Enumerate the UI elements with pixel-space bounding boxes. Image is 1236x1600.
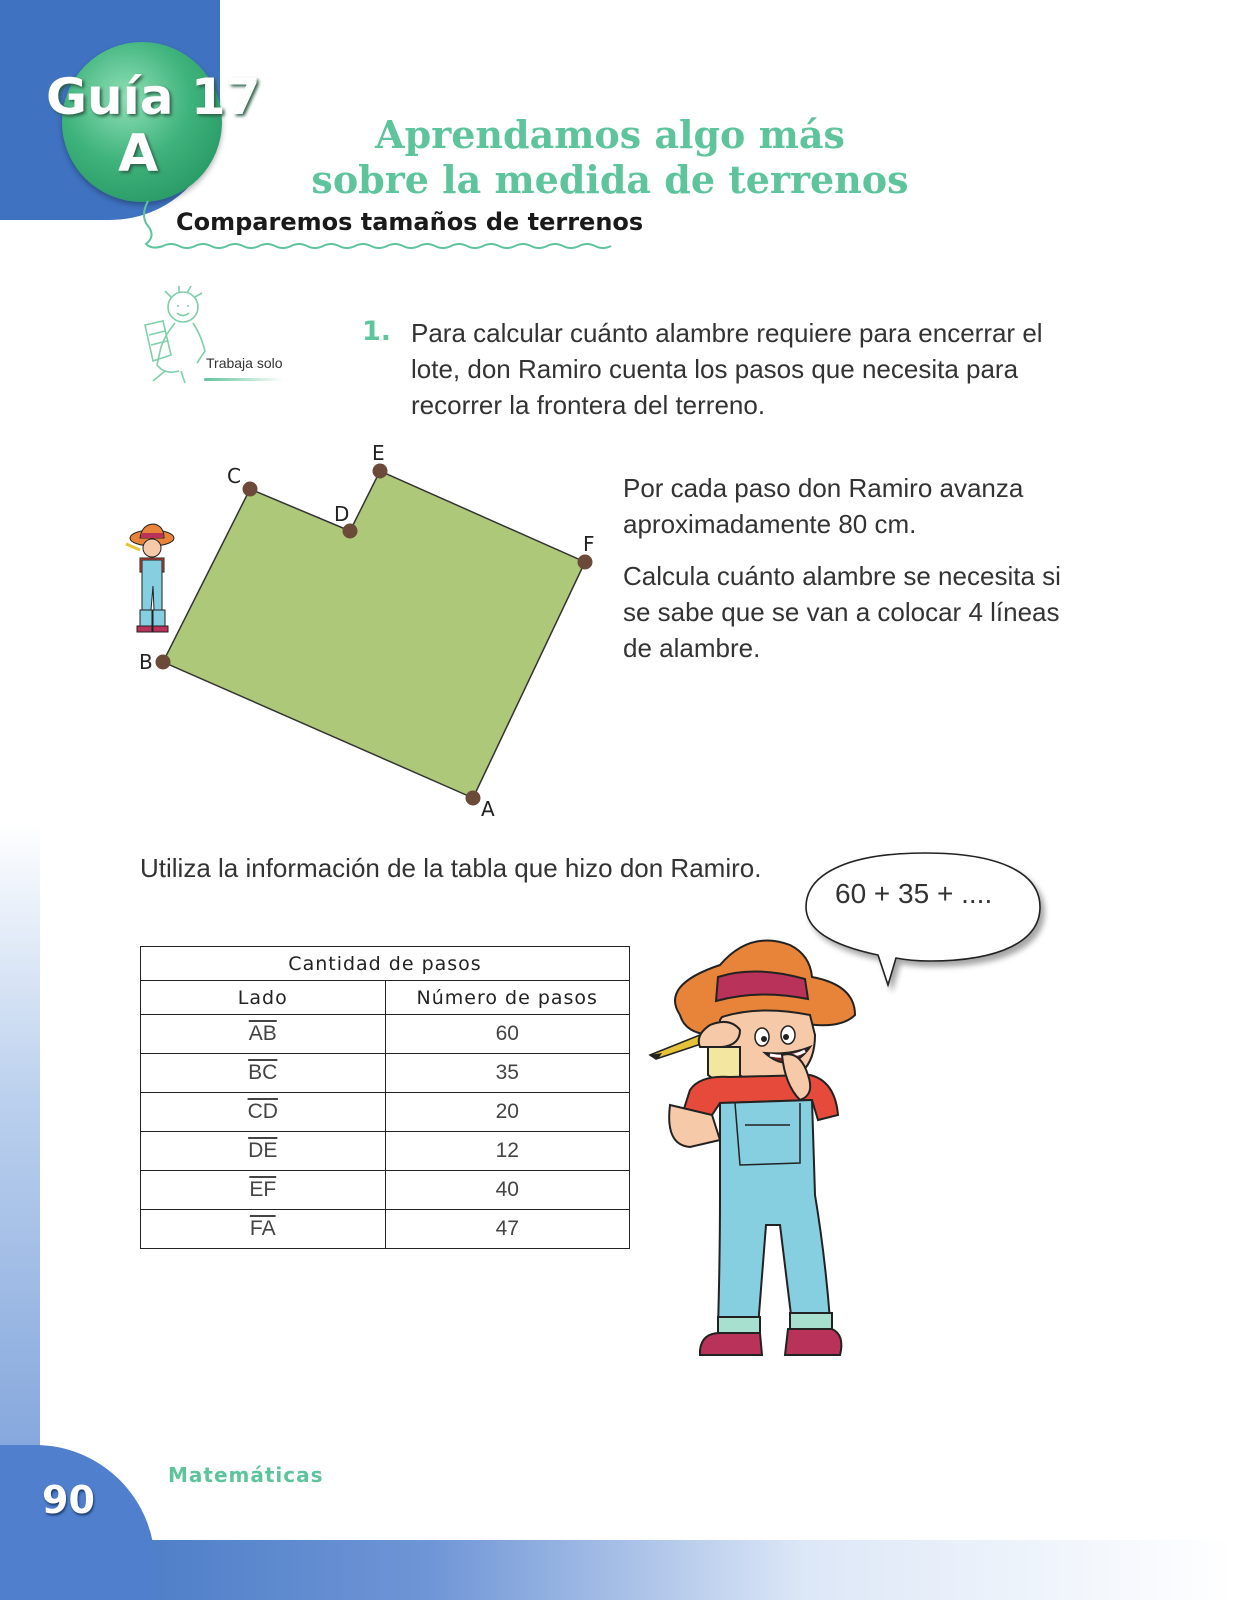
section-subtitle: Comparemos tamaños de terrenos <box>176 208 644 236</box>
footer-subject: Matemáticas <box>168 1463 324 1487</box>
vertex-f-label: F <box>583 532 595 556</box>
step-length-info: Por cada paso don Ramiro avanza aproximadamente 80 cm. <box>623 473 1024 539</box>
table-row <box>141 1132 630 1171</box>
column-header-side: Lado <box>141 981 386 1015</box>
page-number-tab <box>0 1445 155 1600</box>
work-alone-underline <box>204 378 284 381</box>
steps-value: 35 <box>385 1054 630 1093</box>
exercise-text: Para calcular cuánto alambre requiere para encerrar el lote, don Ramiro cuenta los pasos que necesita para recorrer la frontera del terreno. <box>411 318 1043 420</box>
table-row <box>141 1054 630 1093</box>
table-row <box>141 1171 630 1210</box>
bottom-bar-decoration <box>0 1540 1236 1600</box>
side-label: $\overline{AB}$ <box>248 1022 277 1045</box>
calculation-instruction: Calcula cuánto alambre se necesita si se sabe que se van a colocar 4 líneas de alambre. <box>623 561 1061 663</box>
steps-value: 20 <box>385 1093 630 1132</box>
small-farmer-illustration <box>118 520 178 640</box>
land-plot-figure <box>120 440 620 830</box>
exercise-number: 1. <box>362 316 392 347</box>
steps-value: 60 <box>385 1015 630 1054</box>
title-line-2: sobre la medida de terrenos <box>311 157 909 202</box>
side-label: $\overline{CD}$ <box>247 1100 278 1123</box>
vertex-a-point <box>466 791 481 806</box>
vertex-b-point <box>156 655 171 670</box>
vertex-e-point <box>373 464 388 479</box>
vertex-c-point <box>243 482 258 497</box>
side-label: $\overline{DE}$ <box>248 1139 278 1162</box>
guide-letter: A <box>118 124 159 184</box>
vertex-d-label: D <box>334 502 350 526</box>
steps-value: 12 <box>385 1132 630 1171</box>
land-plot-shape <box>163 471 585 798</box>
page-number: 90 <box>42 1478 95 1522</box>
table-caption: Cantidad de pasos <box>141 947 630 981</box>
vertex-e-label: E <box>372 441 385 465</box>
vertex-a-label: A <box>481 797 495 821</box>
side-label: $\overline{FA}$ <box>249 1217 276 1240</box>
work-alone-label: Trabaja solo <box>206 355 283 371</box>
vertex-b-label: B <box>139 650 153 674</box>
table-caption-row <box>141 947 630 981</box>
vertex-c-label: C <box>227 464 241 488</box>
steps-table <box>140 946 630 1249</box>
table-intro-text: Utiliza la información de la tabla que hizo don Ramiro. <box>140 853 762 883</box>
title-line-1: Aprendamos algo más <box>375 112 845 157</box>
vertex-f-point <box>578 555 593 570</box>
table-row <box>141 1093 630 1132</box>
page-title <box>300 112 920 202</box>
table-header-row <box>141 981 630 1015</box>
table-row <box>141 1015 630 1054</box>
side-label: $\overline{BC}$ <box>248 1061 278 1084</box>
steps-value: 47 <box>385 1210 630 1249</box>
guide-title: Guía 17 <box>46 68 261 126</box>
side-label: $\overline{EF}$ <box>249 1178 277 1201</box>
column-header-steps: Número de pasos <box>385 981 630 1015</box>
table-row <box>141 1210 630 1249</box>
farmer-illustration <box>640 925 880 1370</box>
steps-value: 40 <box>385 1171 630 1210</box>
speech-text: 60 + 35 + .... <box>835 878 993 909</box>
